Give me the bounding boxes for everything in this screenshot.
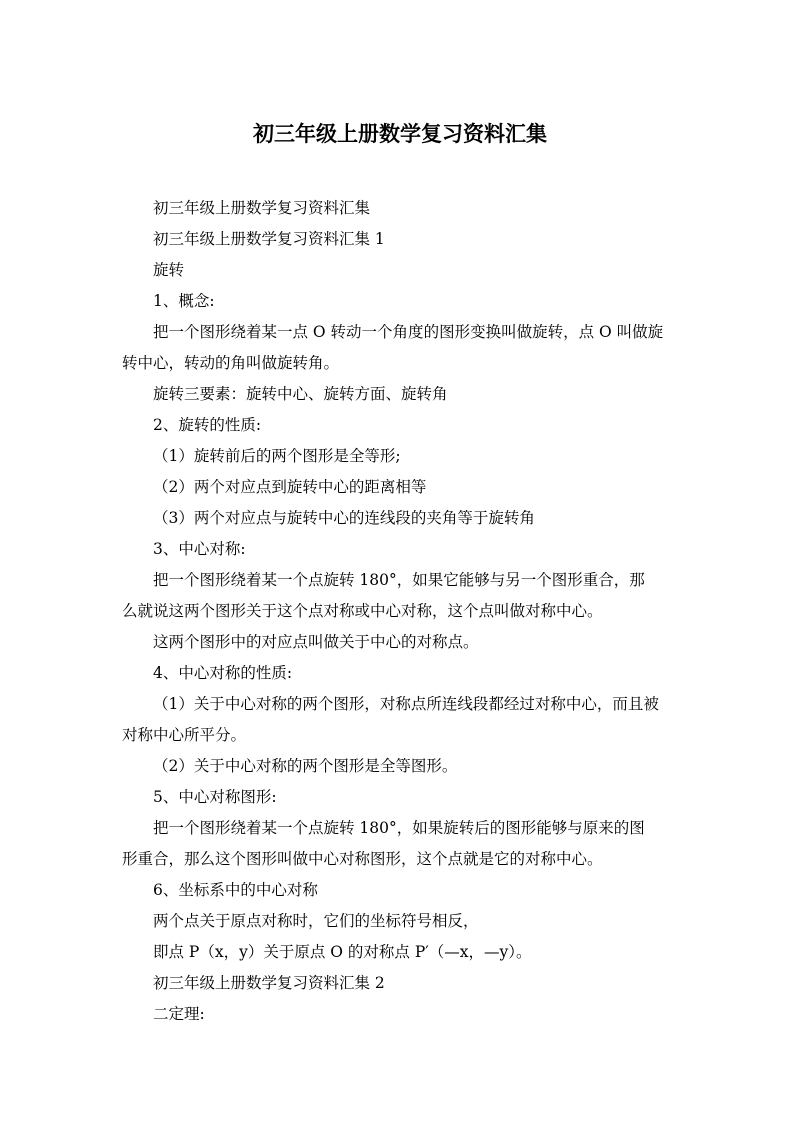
text-line: 两个点关于原点对称时，它们的坐标符号相反，	[153, 912, 479, 930]
text-line: 初三年级上册数学复习资料汇集 2	[153, 974, 385, 992]
text-line: 4、中心对称的性质:	[153, 664, 293, 682]
text-line: 即点 P（x，y）关于原点 O 的对称点 P′（—x，—y）。	[153, 943, 532, 961]
document-body	[122, 193, 684, 1030]
text-line: 3、中心对称:	[153, 540, 246, 558]
text-line: 初三年级上册数学复习资料汇集	[153, 199, 371, 217]
text-line: 1、概念:	[153, 292, 215, 310]
text-line: 2、旋转的性质:	[153, 416, 262, 434]
text-line: 么就说这两个图形关于这个点对称或中心对称，这个点叫做对称中心。	[122, 602, 603, 620]
text-line: 形重合，那么这个图形叫做中心对称图形，这个点就是它的对称中心。	[122, 850, 603, 868]
document-title: 初三年级上册数学复习资料汇集	[253, 122, 547, 146]
text-line: 把一个图形绕着某一个点旋转 180°，如果它能够与另一个图形重合，那	[153, 571, 645, 589]
text-line: 5、中心对称图形:	[153, 788, 277, 806]
text-line: 旋转三要素：旋转中心、旋转方面、旋转角	[153, 385, 448, 403]
text-line: （3）两个对应点与旋转中心的连线段的夹角等于旋转角	[153, 509, 535, 527]
text-line: 这两个图形中的对应点叫做关于中心的对称点。	[153, 633, 479, 651]
text-line: 把一个图形绕着某一个点旋转 180°，如果旋转后的图形能够与原来的图	[153, 819, 645, 837]
text-line: 把一个图形绕着某一点 O 转动一个角度的图形变换叫做旋转，点 O 叫做旋	[153, 323, 664, 341]
text-line: 旋转	[153, 261, 185, 279]
text-line: （1）旋转前后的两个图形是全等形;	[153, 447, 401, 465]
text-line: 二定理:	[153, 1005, 205, 1023]
text-line: 转中心，转动的角叫做旋转角。	[122, 354, 340, 372]
text-line: （2）两个对应点到旋转中心的距离相等	[153, 478, 427, 496]
text-line: 初三年级上册数学复习资料汇集 1	[153, 230, 385, 248]
text-line: 对称中心所平分。	[122, 726, 247, 744]
text-line: （2）关于中心对称的两个图形是全等图形。	[153, 757, 458, 775]
text-line: 6、坐标系中的中心对称	[153, 881, 318, 899]
text-line: （1）关于中心对称的两个图形，对称点所连线段都经过对称中心，而且被	[153, 695, 659, 713]
